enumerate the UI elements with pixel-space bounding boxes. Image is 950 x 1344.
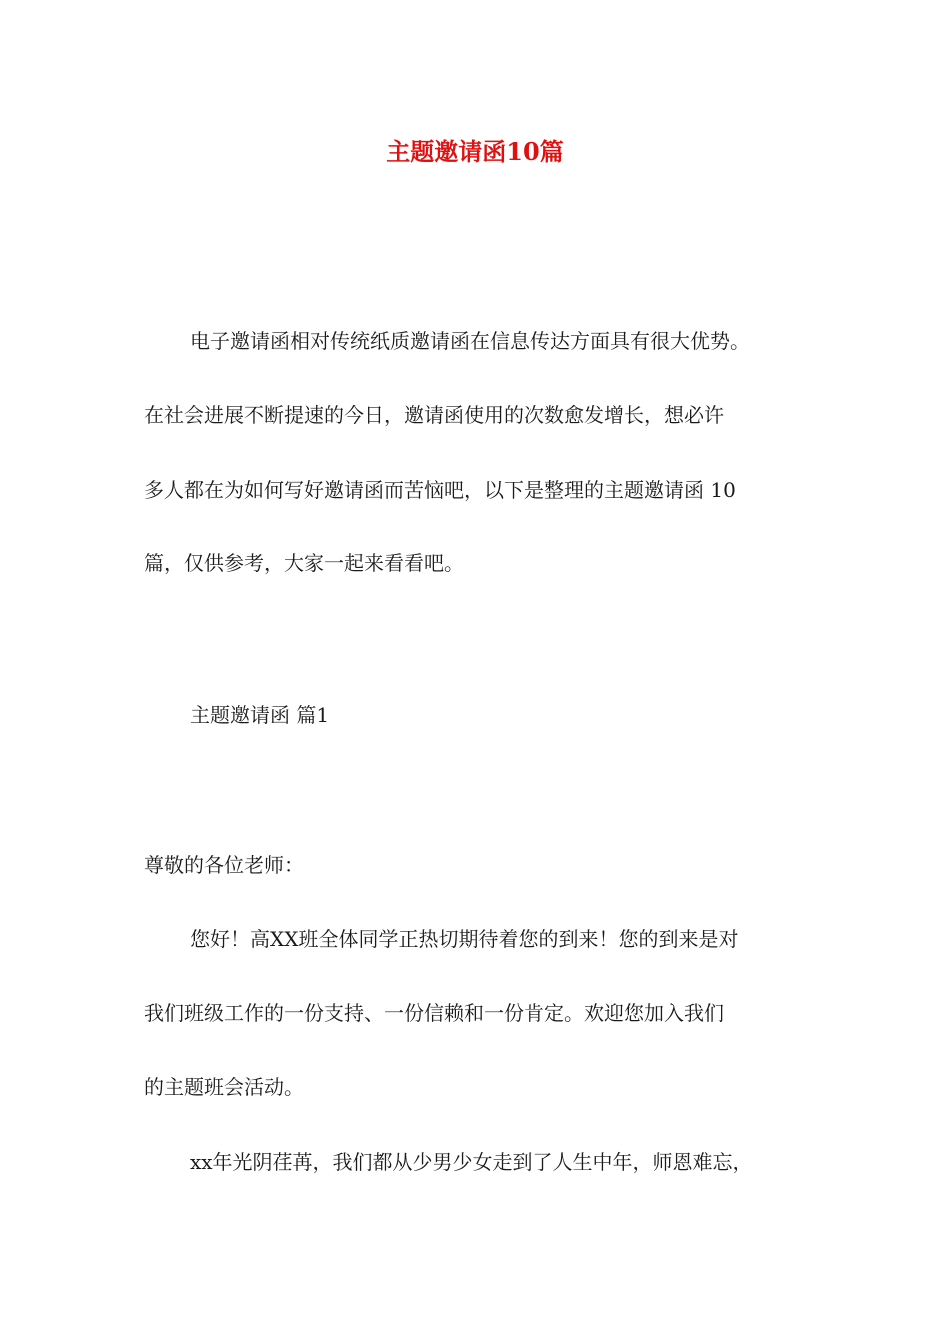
body-line-2: 我们班级工作的一份支持、一份信赖和一份肯定。欢迎您加入我们	[144, 1001, 724, 1025]
intro-line-1: 电子邀请函相对传统纸质邀请函在信息传达方面具有很大优势。	[190, 329, 750, 353]
salutation: 尊敬的各位老师：	[144, 853, 304, 877]
body-line-4: xx年光阴荏苒，我们都从少男少女走到了人生中年，师恩难忘，	[190, 1150, 753, 1174]
intro-line-2: 在社会进展不断提速的今日，邀请函使用的次数愈发增长，想必许	[144, 403, 724, 427]
intro-line-3: 多人都在为如何写好邀请函而苦恼吧，以下是整理的主题邀请函 10	[144, 478, 736, 502]
intro-line-4: 篇，仅供参考，大家一起来看看吧。	[144, 551, 464, 575]
document-title: 主题邀请函10篇	[386, 137, 564, 166]
body-line-3: 的主题班会活动。	[144, 1075, 304, 1099]
body-line-1: 您好！高XX班全体同学正热切期待着您的到来！您的到来是对	[190, 927, 739, 951]
section-heading: 主题邀请函 篇1	[190, 703, 330, 727]
